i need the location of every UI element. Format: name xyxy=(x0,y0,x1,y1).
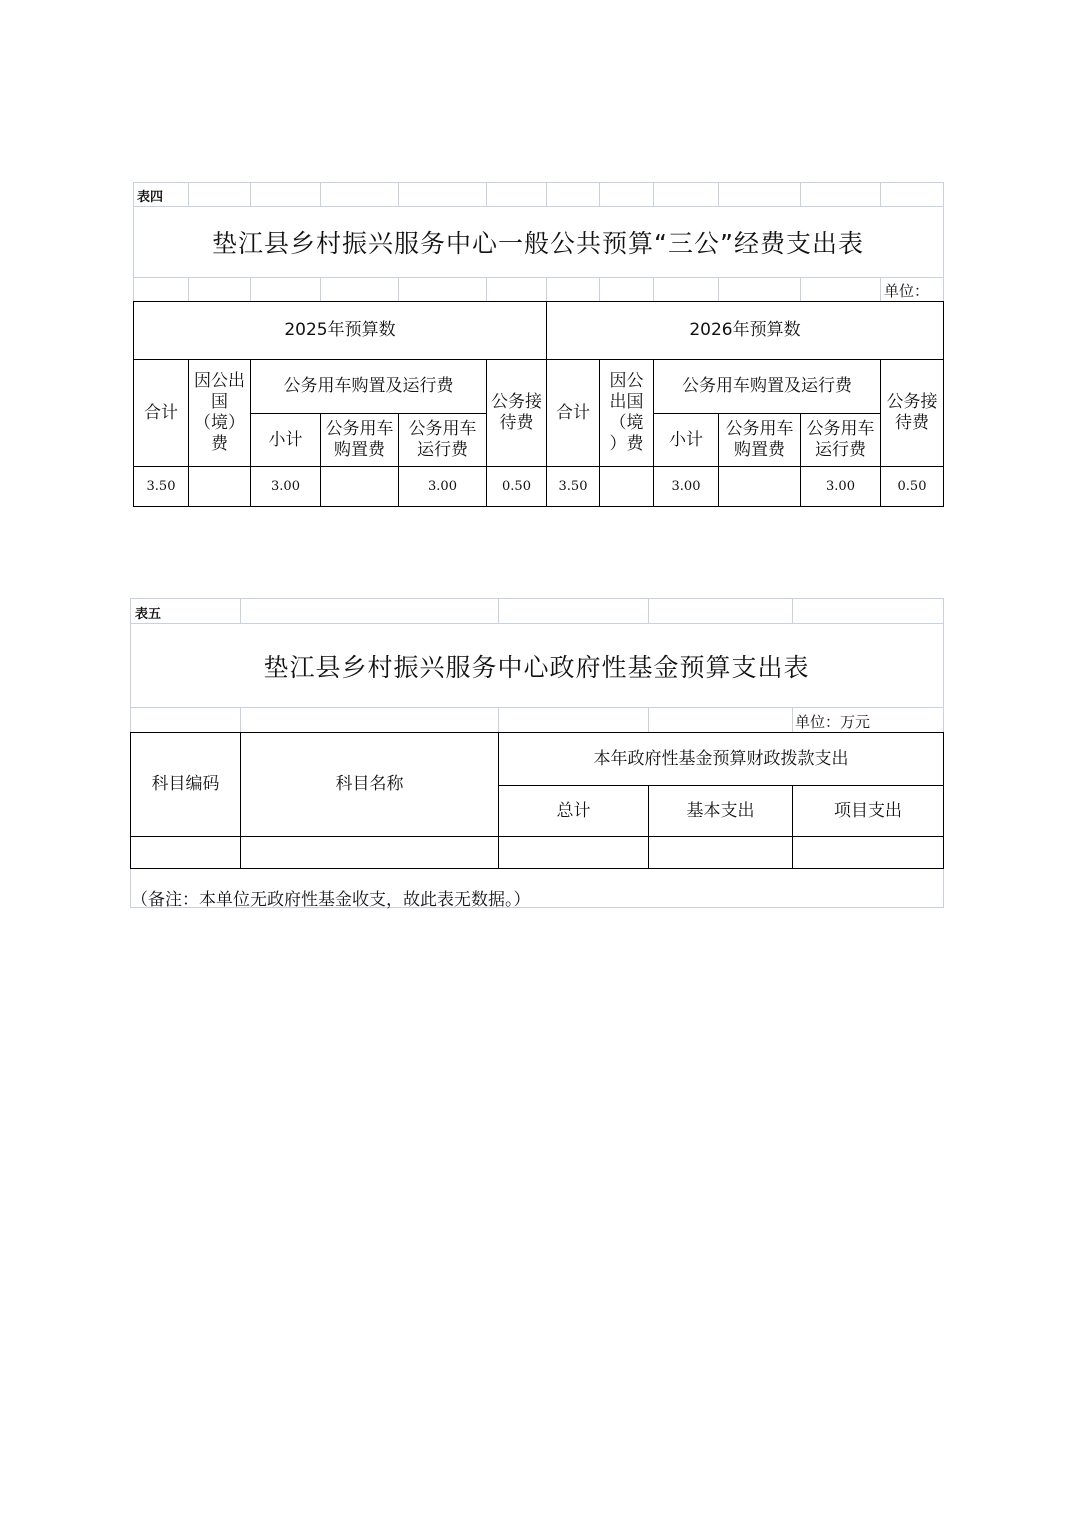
abroad-line: ）费 xyxy=(609,434,644,454)
purchase-line: 购置费 xyxy=(734,440,785,460)
year-a-header: 2025年预算数 xyxy=(133,301,547,360)
empty-cell-basic xyxy=(648,836,793,869)
operation-line: 运行费 xyxy=(417,440,468,460)
gridline xyxy=(498,707,499,732)
total-header-b: 合计 xyxy=(546,359,600,467)
gridline xyxy=(130,707,943,708)
gridline xyxy=(943,868,944,908)
empty-cell-project xyxy=(792,836,944,869)
purchase-line: 公务用车 xyxy=(725,419,794,439)
abroad-line: 因公出 xyxy=(194,371,245,391)
project-header: 项目支出 xyxy=(792,785,944,837)
empty-cell-code xyxy=(130,836,241,869)
gridline xyxy=(792,707,793,732)
reception-line: 待费 xyxy=(499,413,534,433)
operation-line: 公务用车 xyxy=(806,419,875,439)
code-header: 科目编码 xyxy=(130,732,241,837)
empty-cell-name xyxy=(240,836,499,869)
table4-unit: 单位： xyxy=(884,282,930,300)
abroad-line: 出国 xyxy=(609,392,644,412)
operation-line: 运行费 xyxy=(815,440,866,460)
gridline xyxy=(240,598,241,623)
reception-line: 公务接 xyxy=(491,392,542,412)
value-reception-a: 0.50 xyxy=(486,466,547,507)
purchase-line: 购置费 xyxy=(334,440,385,460)
basic-header: 基本支出 xyxy=(648,785,793,837)
operation-line: 公务用车 xyxy=(408,419,477,439)
purchase-line: 公务用车 xyxy=(325,419,394,439)
vehicle-header-b: 公务用车购置及运行费 xyxy=(653,359,881,414)
subtotal-header-b: 小计 xyxy=(653,413,719,467)
value-operation-a: 3.00 xyxy=(398,466,487,507)
table5-note: （备注：本单位无政府性基金收支，故此表无数据。） xyxy=(131,890,531,910)
empty-cell-total xyxy=(498,836,649,869)
abroad-line: 费 xyxy=(211,434,228,454)
gridline xyxy=(130,598,943,599)
gridline xyxy=(943,598,944,732)
value-subtotal-b: 3.00 xyxy=(653,466,719,507)
reception-line: 公务接 xyxy=(886,392,938,412)
abroad-line: （境） xyxy=(194,413,245,433)
reception-line: 待费 xyxy=(895,413,929,433)
abroad-line: 因公 xyxy=(609,371,644,391)
value-total-b: 3.50 xyxy=(546,466,600,507)
value-operation-b: 3.00 xyxy=(800,466,881,507)
gridline xyxy=(240,707,241,732)
value-subtotal-a: 3.00 xyxy=(250,466,321,507)
gridline xyxy=(648,598,649,623)
total-header: 总计 xyxy=(498,785,649,837)
gridline xyxy=(498,598,499,623)
value-reception-b: 0.50 xyxy=(880,466,944,507)
table5-tag: 表五 xyxy=(135,607,162,622)
table4-title: 垫江县乡村振兴服务中心一般公共预算“三公”经费支出表 xyxy=(212,229,864,258)
gridline xyxy=(648,707,649,732)
group-header: 本年政府性基金预算财政拨款支出 xyxy=(498,732,944,786)
subtotal-header-a: 小计 xyxy=(250,413,321,467)
abroad-line: （境 xyxy=(609,413,644,433)
gridline xyxy=(792,598,793,623)
value-total-a: 3.50 xyxy=(133,466,189,507)
table5-title: 垫江县乡村振兴服务中心政府性基金预算支出表 xyxy=(263,652,810,682)
abroad-line: 国 xyxy=(211,392,228,412)
table5-unit: 单位：万元 xyxy=(795,713,871,731)
total-header-a: 合计 xyxy=(133,359,189,467)
name-header: 科目名称 xyxy=(240,732,499,837)
vehicle-header-a: 公务用车购置及运行费 xyxy=(250,359,487,414)
table4-tag: 表四 xyxy=(137,190,164,205)
year-b-header: 2026年预算数 xyxy=(546,301,944,360)
